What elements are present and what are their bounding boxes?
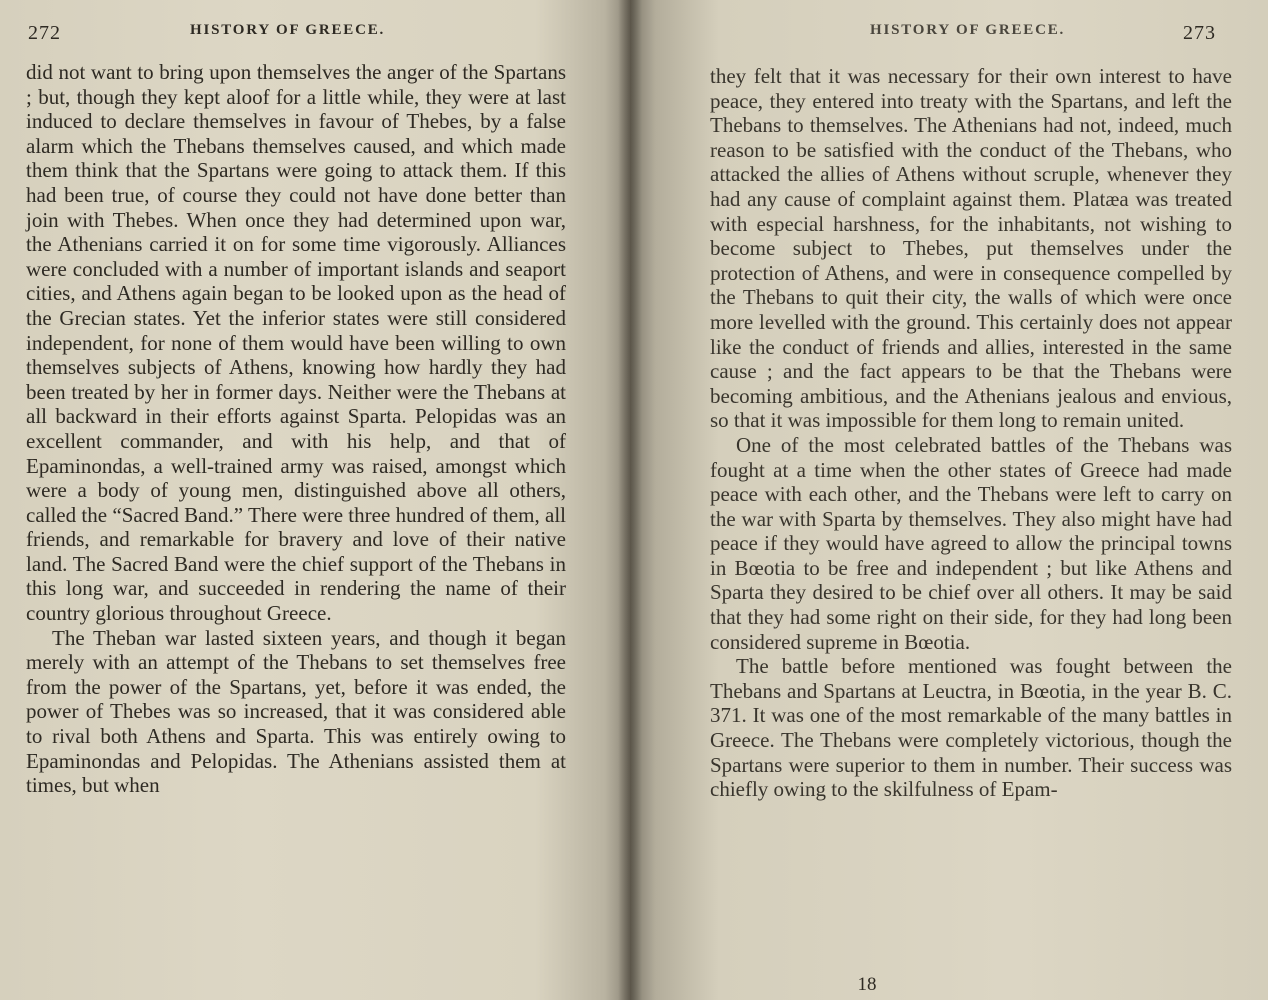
- left-page-header: [0, 18, 630, 50]
- left-page: [0, 0, 630, 1000]
- right-page-header: [630, 18, 1268, 50]
- right-page-number: 273: [1183, 22, 1216, 44]
- right-paragraph-3: The battle before mentioned was fought between the Thebans and Spartans at Leuctra, in Bœotia, in the year B. C. 371. It was one of the most remarkable of the many battles in Greece. The Thebans were completely victorious, though the Spartans were superior to them in number. Their success was chiefly owing to the skilfulness of Epam-: [710, 654, 1232, 802]
- right-page-body: [710, 64, 1232, 802]
- right-paragraph-1: they felt that it was necessary for their own interest to have peace, they entered into treaty with the Spartans, and left the Thebans to themselves. The Athenians had not, indeed, much reason to be satisfied with the conduct of the Thebans, who attacked the allies of Athens without scruple, whenever they had any cause of complaint against them. Platæa was treated with especial harshness, for the inhabitants, not wishing to become subject to Thebes, put themselves under the protection of Athens, and were in consequence compelled by the Thebans to quit their city, the walls of which were once more levelled with the ground. This certainly does not appear like the conduct of friends and allies, interested in the same cause ; and the fact appears to be that the Thebans were becoming ambitious, and the Athenians jealous and envious, so that it was impossible for them long to remain united.: [710, 64, 1232, 433]
- left-page-number: 272: [28, 22, 61, 44]
- right-running-head: HISTORY OF GREECE.: [870, 22, 1066, 38]
- left-running-head: HISTORY OF GREECE.: [190, 22, 386, 38]
- left-page-body: [26, 60, 566, 798]
- signature-mark: 18: [857, 974, 877, 995]
- left-paragraph-1: did not want to bring upon themselves the anger of the Spartans ; but, though they kept aloof for a little while, they were at last induced to declare themselves in favour of Thebes, by a false alarm which the Thebans themselves caused, and which made them think that the Spartans were going to attack them. If this had been true, of course they could not have done better than join with Thebes. When once they had determined upon war, the Athenians carried it on for some time vigorously. Alliances were concluded with a number of important islands and seaport cities, and Athens again began to be looked upon as the head of the Grecian states. Yet the inferior states were still considered independent, for none of them would have been willing to own themselves subjects of Athens, knowing how hardly they had been treated by her in former days. Neither were the Thebans at all backward in their efforts against Sparta. Pelopidas was an excellent commander, and with his help, and that of Epaminondas, a well-trained army was raised, amongst which were a body of young men, distinguished above all others, called the “Sacred Band.” There were three hundred of them, all friends, and remarkable for bravery and love of their native land. The Sacred Band were the chief support of the Thebans in this long war, and succeeded in rendering the name of their country glorious throughout Greece.: [26, 60, 566, 626]
- right-page: [630, 0, 1268, 1000]
- left-paragraph-2: The Theban war lasted sixteen years, and though it began merely with an attempt of the Thebans to set themselves free from the power of the Spartans, yet, before it was ended, the power of Thebes was so increased, that it was considered able to rival both Athens and Sparta. This was entirely owing to Epaminondas and Pelopidas. The Athenians assisted them at times, but when: [26, 625, 566, 798]
- right-paragraph-2: One of the most celebrated battles of the Thebans was fought at a time when the other states of Greece had made peace with each other, and the Thebans were left to carry on the war with Sparta by themselves. They also might have had peace if they would have agreed to allow the principal towns in Bœotia to be free and independent ; but like Athens and Sparta they desired to be chief over all others. It may be said that they had some right on their side, for they had long been considered supreme in Bœotia.: [710, 432, 1232, 654]
- book-gutter: [618, 0, 642, 1000]
